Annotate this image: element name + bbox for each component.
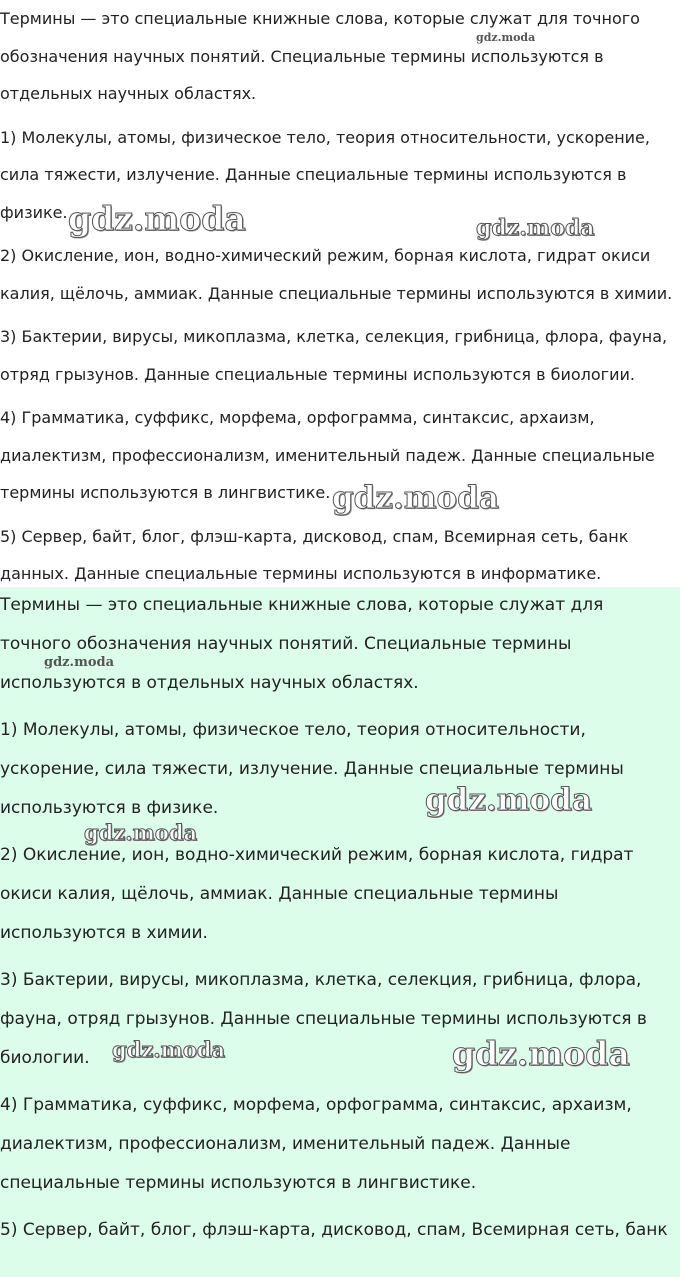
watermark: gdz.moda bbox=[44, 655, 115, 670]
text-line: Термины — это специальные книжные слова, которые служат для bbox=[0, 595, 604, 615]
text-line: 3) Бактерии, вирусы, микоплазма, клетка, селекция, грибница, флора, фауна, bbox=[0, 327, 668, 346]
text-line: 5) Сервер, байт, блог, флэш-карта, дисковод, спам, Всемирная сеть, банк bbox=[0, 526, 629, 546]
text-line: диалектизм, профессионализм, именительный падеж. Данные специальные bbox=[0, 445, 655, 465]
text-line: данных. Данные специальные термины используются в информатике. bbox=[0, 564, 602, 583]
text-line: отряд грызунов. Данные специальные термины используются в биологии. bbox=[0, 364, 635, 384]
text-line: 4) Грамматика, суффикс, морфема, орфограмма, синтаксис, архаизм, bbox=[0, 1095, 632, 1115]
text-line: используются в химии. bbox=[0, 923, 208, 943]
text-line: точного обозначения научных понятий. Специальные термины bbox=[0, 634, 572, 654]
paragraph bbox=[0, 1211, 680, 1250]
watermark: gdz.moda bbox=[452, 1034, 630, 1073]
text-line: специальные термины используются в лингвистике. bbox=[0, 1173, 477, 1193]
paragraph bbox=[0, 518, 680, 593]
paragraph bbox=[0, 237, 680, 312]
text-line: биологии. bbox=[0, 1048, 90, 1068]
watermark: gdz.moda bbox=[112, 1037, 226, 1062]
text-line: отдельных научных областях. bbox=[0, 84, 257, 103]
watermark: gdz.moda bbox=[476, 31, 536, 44]
paragraph bbox=[0, 399, 680, 512]
text-line: 4) Грамматика, суффикс, морфема, орфограмма, синтаксис, архаизм, bbox=[0, 408, 595, 427]
paragraph bbox=[0, 961, 680, 1078]
text-line: окиси калия, щёлочь, аммиак. Данные специальные термины bbox=[0, 884, 559, 904]
text-line: 5) Сервер, байт, блог, флэш-карта, дисковод, спам, Всемирная сеть, банк bbox=[0, 1220, 668, 1240]
paragraph bbox=[0, 119, 680, 232]
text-block-highlighted bbox=[0, 587, 680, 1277]
paragraph bbox=[0, 0, 680, 113]
text-line: термины используются в лингвистике. bbox=[0, 483, 331, 502]
text-line: 3) Бактерии, вирусы, микоплазма, клетка, селекция, грибница, флора, bbox=[0, 970, 642, 990]
watermark: gdz.moda bbox=[68, 199, 246, 238]
text-line: Термины — это специальные книжные слова, которые служат для точного bbox=[0, 9, 640, 28]
text-line: ускорение, сила тяжести, излучение. Данные специальные термины bbox=[0, 759, 624, 779]
text-line: используются в отдельных научных областях. bbox=[0, 673, 419, 693]
text-line: 1) Молекулы, атомы, физическое тело, теория относительности, bbox=[0, 720, 586, 740]
text-line: 2) Окисление, ион, водно-химический режим, борная кислота, гидрат окиси bbox=[0, 246, 651, 265]
text-line: используются в физике. bbox=[0, 798, 219, 818]
text-line: фауна, отряд грызунов. Данные специальные термины используются в bbox=[0, 1009, 647, 1029]
watermark: gdz.moda bbox=[332, 480, 499, 516]
text-line: 2) Окисление, ион, водно-химический режим, борная кислота, гидрат bbox=[0, 845, 634, 865]
text-line: калия, щёлочь, аммиак. Данные специальные термины используются в химии. bbox=[0, 283, 673, 303]
paragraph bbox=[0, 836, 680, 953]
watermark: gdz.moda bbox=[425, 782, 592, 818]
text-line: обозначения научных понятий. Специальные термины используются в bbox=[0, 46, 604, 66]
paragraph bbox=[0, 318, 680, 393]
text-line: сила тяжести, излучение. Данные специальные термины используются в bbox=[0, 165, 627, 184]
paragraph bbox=[0, 587, 680, 703]
text-line: 1) Молекулы, атомы, физическое тело, теория относительности, ускорение, bbox=[0, 127, 650, 147]
text-line: физике. bbox=[0, 202, 68, 222]
watermark: gdz.moda bbox=[476, 215, 595, 241]
text-line: диалектизм, профессионализм, именительный падеж. Данные bbox=[0, 1134, 571, 1154]
watermark: gdz.moda bbox=[84, 820, 198, 845]
paragraph bbox=[0, 711, 680, 828]
text-block-original bbox=[0, 0, 680, 587]
paragraph bbox=[0, 1086, 680, 1203]
